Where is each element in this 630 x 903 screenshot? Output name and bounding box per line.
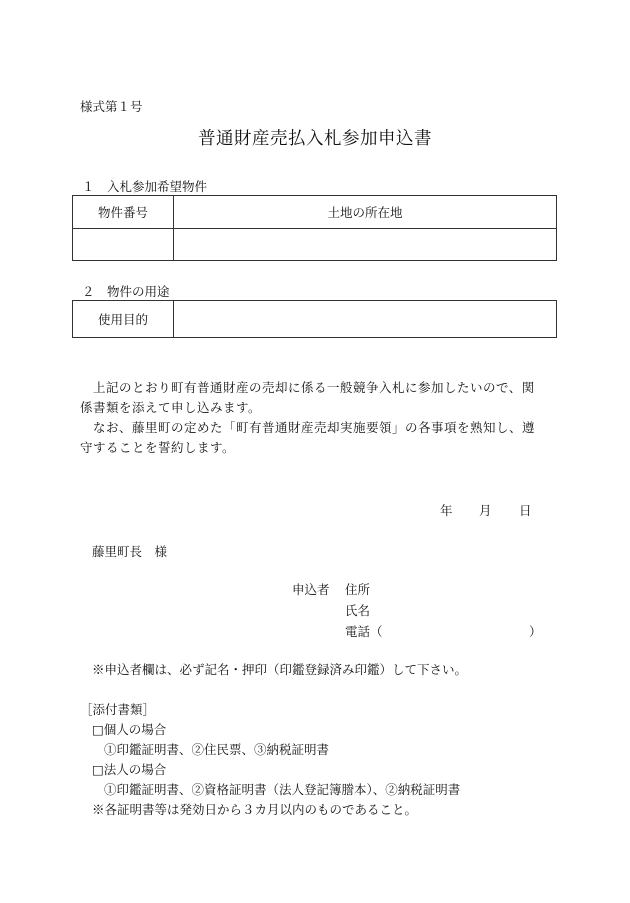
date-day-label: 日 — [519, 503, 532, 518]
validity-note: ※各証明書等は発効日から３カ月以内のものであること。 — [92, 802, 418, 817]
land-location-cell[interactable] — [174, 229, 557, 261]
name-label: 氏名 — [345, 603, 371, 618]
individual-items: ①印鑑証明書、②住民票、③納税証明書 — [104, 742, 330, 757]
property-table — [72, 195, 557, 261]
corporate-items: ①印鑑証明書、②資格証明書（法人登記簿謄本）、②納税証明書 — [104, 782, 461, 797]
individual-heading: □個人の場合 — [92, 722, 167, 737]
property-number-header: 物件番号 — [73, 196, 174, 229]
usage-table — [72, 300, 557, 338]
applicant-label: 申込者 — [292, 582, 330, 597]
page-title: 普通財産売払入札参加申込書 — [198, 129, 432, 149]
statement-line: 係書類を添えて申し込みます。 — [80, 400, 262, 415]
date-month-label: 月 — [479, 503, 492, 518]
corporate-heading: □法人の場合 — [92, 762, 167, 777]
phone-label: 電話（ — [345, 624, 383, 639]
seal-note: ※申込者欄は、必ず記名・押印（印鑑登録済み印鑑）して下さい。 — [92, 662, 468, 677]
addressee: 藤里町長 様 — [92, 544, 168, 559]
date-year-label: 年 — [440, 503, 453, 518]
phone-close-paren: ） — [529, 624, 542, 639]
usage-purpose-label: 使用目的 — [73, 301, 174, 338]
section2-heading: ２ 物件の用途 — [82, 284, 170, 299]
section1-heading: １ 入札参加希望物件 — [82, 179, 208, 194]
statement-line: 守することを誓約します。 — [80, 440, 236, 455]
usage-purpose-cell[interactable] — [174, 301, 557, 338]
property-number-cell[interactable] — [73, 229, 174, 261]
land-location-header: 土地の所在地 — [174, 196, 557, 229]
statement-line: なお、藤里町の定めた「町有普通財産売却実施要領」の各事項を熟知し、遵 — [80, 420, 536, 435]
application-statement — [80, 378, 552, 458]
form-number: 様式第１号 — [80, 99, 143, 114]
address-label: 住所 — [345, 582, 371, 597]
statement-line: 上記のとおり町有普通財産の売却に係る一般競争入札に参加したいので、関 — [80, 380, 535, 395]
attachments-heading: ［添付書類］ — [80, 702, 156, 717]
